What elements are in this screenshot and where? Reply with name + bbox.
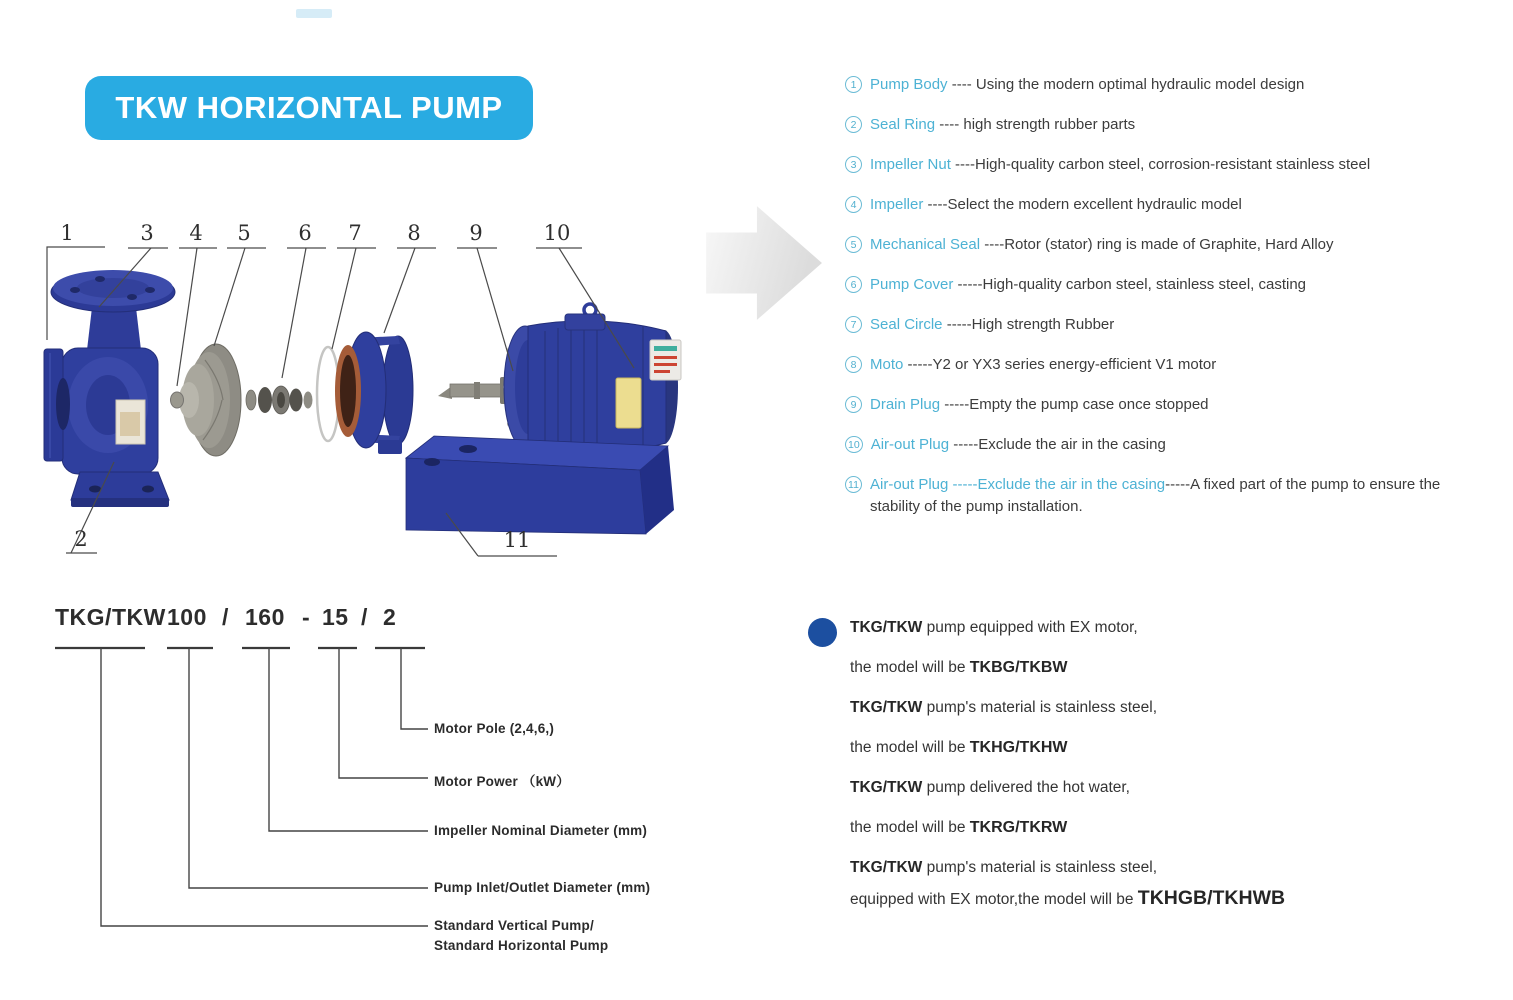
- variant-line: TKG/TKW pump's material is stainless steel,: [850, 699, 1158, 716]
- variant-line: equipped with EX motor,the model will be TKHGB/TKHWB: [850, 887, 1286, 909]
- bullet-dot: [808, 618, 837, 647]
- part-name: Impeller Nut: [870, 156, 951, 173]
- part-number-badge: 8: [845, 356, 862, 373]
- part-item-9: [845, 394, 1493, 416]
- part-name: Air-out Plug: [870, 436, 950, 453]
- part-item-1: [845, 74, 1493, 96]
- variant-line: the model will be TKHG/TKHW: [850, 739, 1068, 756]
- part-item-11: [845, 474, 1493, 518]
- callout-number-10: 10: [543, 221, 571, 245]
- part-name: Pump Cover: [870, 276, 954, 293]
- callout-number-7: 7: [348, 221, 362, 245]
- callout-number-2: 2: [74, 527, 88, 551]
- part-number-badge: 9: [845, 396, 862, 413]
- variant-line: TKG/TKW pump delivered the hot water,: [850, 779, 1130, 796]
- part-description: ---- high strength rubber parts: [935, 116, 1136, 133]
- part-description: -----Exclude the air in the casing: [949, 436, 1166, 453]
- part-number-badge: 5: [845, 236, 862, 253]
- part-name: Drain Plug: [870, 396, 941, 413]
- model-code-series: TKG/TKW: [55, 604, 166, 630]
- part-description-cyan: -----Exclude the air in the casing: [948, 476, 1166, 493]
- part-item-5: [845, 234, 1493, 256]
- part-number-badge: 10: [845, 436, 863, 453]
- part-number-badge: 3: [845, 156, 862, 173]
- part-description: ---- Using the modern optimal hydraulic model design: [947, 76, 1305, 93]
- part-description: -----A fixed part of the pump to ensure the stability of the pump installation.: [870, 476, 1441, 515]
- part-description: ----Select the modern excellent hydraulic model: [923, 196, 1242, 213]
- parts-list: [845, 74, 1493, 536]
- callout-number-8: 8: [407, 221, 421, 245]
- variant-line: the model will be TKRG/TKRW: [850, 819, 1068, 836]
- model-code-impeller: 160: [245, 604, 285, 630]
- part-item-10: [845, 434, 1493, 456]
- part-number-badge: 4: [845, 196, 862, 213]
- callout-number-4: 4: [189, 221, 203, 245]
- variant-line: TKG/TKW pump's material is stainless steel,: [850, 859, 1158, 876]
- callout-number-1: 1: [60, 221, 74, 245]
- part-item-8: [845, 354, 1493, 376]
- part-item-6: [845, 274, 1493, 296]
- callout-number-3: 3: [140, 221, 154, 245]
- variant-line: the model will be TKBG/TKBW: [850, 659, 1068, 676]
- part-description: -----High strength Rubber: [942, 316, 1115, 333]
- model-code-slash-1: /: [222, 604, 229, 630]
- model-code-pole: 2: [383, 604, 397, 630]
- part-item-3: [845, 154, 1493, 176]
- part-name: Seal Circle: [870, 316, 943, 333]
- model-code-inlet: 100: [167, 604, 207, 630]
- part-name: Mechanical Seal: [870, 236, 981, 253]
- model-code-power: 15: [322, 604, 349, 630]
- variant-line: TKG/TKW pump equipped with EX motor,: [850, 619, 1138, 636]
- label-standard-pump-1: Standard Vertical Pump/: [434, 918, 594, 933]
- label-impeller-diameter: Impeller Nominal Diameter (mm): [434, 823, 648, 838]
- part-item-4: [845, 194, 1493, 216]
- part-name: Seal Ring: [870, 116, 936, 133]
- part-description: ----High-quality carbon steel, corrosion-resistant stainless steel: [950, 156, 1371, 173]
- model-variants-section: [808, 616, 1428, 928]
- part-name: Moto: [870, 356, 904, 373]
- label-motor-power: Motor Power （kW）: [434, 774, 570, 789]
- callout-number-11: 11: [503, 528, 531, 552]
- callout-number-5: 5: [237, 221, 251, 245]
- label-standard-pump-2: Standard Horizontal Pump: [434, 938, 609, 953]
- part-number-badge: 1: [845, 76, 862, 93]
- part-number-badge: 2: [845, 116, 862, 133]
- part-name: Pump Body: [870, 76, 948, 93]
- model-code-slash-2: /: [361, 604, 368, 630]
- part-description: ----Rotor (stator) ring is made of Graphite, Hard Alloy: [980, 236, 1334, 253]
- part-description: -----Y2 or YX3 series energy-efficient V1 motor: [903, 356, 1217, 373]
- part-item-2: [845, 114, 1493, 136]
- part-number-badge: 7: [845, 316, 862, 333]
- part-number-badge: 11: [845, 476, 862, 493]
- part-number-badge: 6: [845, 276, 862, 293]
- page-title: TKW HORIZONTAL PUMP: [115, 90, 503, 125]
- label-inlet-outlet: Pump Inlet/Outlet Diameter (mm): [434, 880, 651, 895]
- callout-number-9: 9: [469, 221, 483, 245]
- part-name: Air-out Plug: [870, 476, 949, 493]
- part-description: -----Empty the pump case once stopped: [940, 396, 1209, 413]
- part-description: -----High-quality carbon steel, stainless steel, casting: [953, 276, 1307, 293]
- model-code-dash: -: [302, 604, 311, 630]
- part-name: Impeller: [870, 196, 924, 213]
- callout-number-6: 6: [298, 221, 312, 245]
- label-motor-pole: Motor Pole (2,4,6,): [434, 721, 555, 736]
- part-item-7: [845, 314, 1493, 336]
